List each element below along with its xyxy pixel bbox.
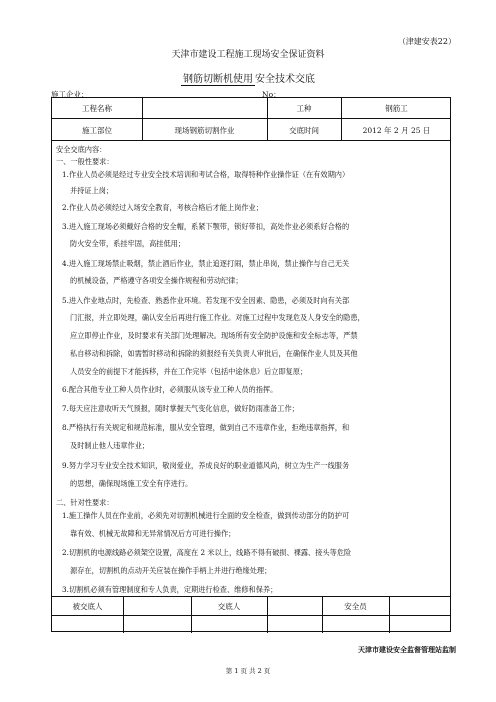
trade-value: 钢筋工 xyxy=(385,104,408,113)
content-line: 4.进入施工现场禁止吸烟，禁止酒后作业，禁止追逐打闹，禁止串岗，禁止操作与自己无关 xyxy=(62,259,350,268)
content-line: 2.作业人员必须经过入场安全教育，考核合格后才能上岗作业； xyxy=(62,203,263,212)
trade-label: 工种 xyxy=(296,104,312,113)
content-line: 3.切割机必须有管理制度和专人负责，定期进行检查、维修和保养； xyxy=(62,585,278,594)
col-divider xyxy=(389,596,390,633)
title-blank: 钢筋切断机使用 xyxy=(183,74,253,85)
content-line: 9.努力学习专业安全技术知识，敬岗爱业，养成良好的职业道德风尚，树立为生产一线服务 xyxy=(62,461,350,470)
location-label: 施工部位 xyxy=(82,126,112,135)
section-heading: 二、针对性要求： xyxy=(56,498,114,507)
content-line: 应立即停止作业，及时要求有关部门处理解决。现场所有安全防护设施和安全标志等，严禁 xyxy=(70,331,358,340)
content-line: 5.进入作业地点时，先检查、熟悉作业环境。若发现不安全因素、隐患，必须及时向有关部 xyxy=(62,296,350,305)
location-value: 现场钢筋切割作业 xyxy=(174,126,235,135)
briefing-table xyxy=(51,97,451,632)
content-line: 的机械设备，严格遵守各项安全操作规程和劳动纪律； xyxy=(70,276,243,285)
content-line: 源存在，切割机的点动开关应装在操作手柄上并进行绝缘处理； xyxy=(70,566,272,575)
content-line: 1.施工操作人员在作业前，必须先对切割机械进行全面的安全检查，做到传动部分的防护可 xyxy=(62,511,350,520)
safety-officer-label: 安全员 xyxy=(344,602,367,611)
content-line: 私自移动和拆除，如需暂时移动和拆除的须报经有关负责人审批后，在确保作业人员及其他 xyxy=(70,349,358,358)
document-org-title: 天津市建设工程施工现场安全保证资料 xyxy=(171,50,325,60)
time-label: 交底时间 xyxy=(289,126,319,135)
title-suffix: 安全技术交底 xyxy=(255,74,315,85)
content-line: 的思想，确保现场施工安全有序进行。 xyxy=(70,479,193,488)
content-line: 3.进入施工现场必须戴好合格的安全帽，系紧下颚带，锁好带扣，高处作业必须系好合格的 xyxy=(62,222,350,231)
row-divider xyxy=(52,615,450,616)
content-line: 人员安全的前提下才能拆移，并在工作完毕（包括中途休息）后立即复原； xyxy=(70,367,308,376)
row-divider xyxy=(52,140,450,141)
content-heading: 安全交底内容： xyxy=(56,145,107,154)
col-divider xyxy=(267,596,268,633)
content-line: 2.切割机的电源线路必须架空设置，高度在 2 米以上，线路不得有破损、裸露、接头等危险 xyxy=(62,548,352,557)
content-line: 1.作业人员必须是经过专业安全技术培训和考试合格，取得特种作业操作证（在有效期内） xyxy=(62,170,350,179)
col-divider xyxy=(123,596,124,633)
project-name-label: 工程名称 xyxy=(82,104,112,113)
content-line: 并持证上岗； xyxy=(70,186,114,195)
content-line: 6.配合其他专业工种人员作业时，必须服从该专业工种人员的指挥。 xyxy=(62,385,278,394)
content-line: 8.严格执行有关规定和规范标准，服从安全管理，做到自己不违章作业，拒绝违章指挥，和 xyxy=(62,423,350,432)
page-number: 第 1 页 共 2 页 xyxy=(225,667,271,675)
document-title xyxy=(0,70,496,85)
presenter-label: 交底人 xyxy=(217,602,241,611)
enterprise-label: 施工企业： xyxy=(51,90,89,99)
footer-org: 天津市建设安全监督管理站监制 xyxy=(358,646,456,654)
no-label: No： xyxy=(262,90,281,99)
content-line: 靠有效、机械无故障和无异常情况后方可进行操作； xyxy=(70,529,236,538)
content-line: 防火安全带，系挂牢固，高挂低用； xyxy=(70,239,186,248)
receiver-label: 被交底人 xyxy=(72,602,103,611)
section-heading: 一、一般性要求： xyxy=(56,157,114,166)
form-code: （津建安表22） xyxy=(397,37,456,46)
row-divider xyxy=(52,596,450,597)
time-value: 2012 年 2 月 25 日 xyxy=(362,126,431,135)
row-divider xyxy=(52,118,450,119)
content-line: 及时制止他人违章作业； xyxy=(70,441,150,450)
content-line: 门汇报，并立即处理，确认安全后再进行施工作业。对施工过程中发现危及人身安全的隐患， xyxy=(70,313,365,322)
content-line: 7.每天应注意收听天气预报，随时掌握天气变化信息，做好防雨准备工作； xyxy=(62,404,299,413)
